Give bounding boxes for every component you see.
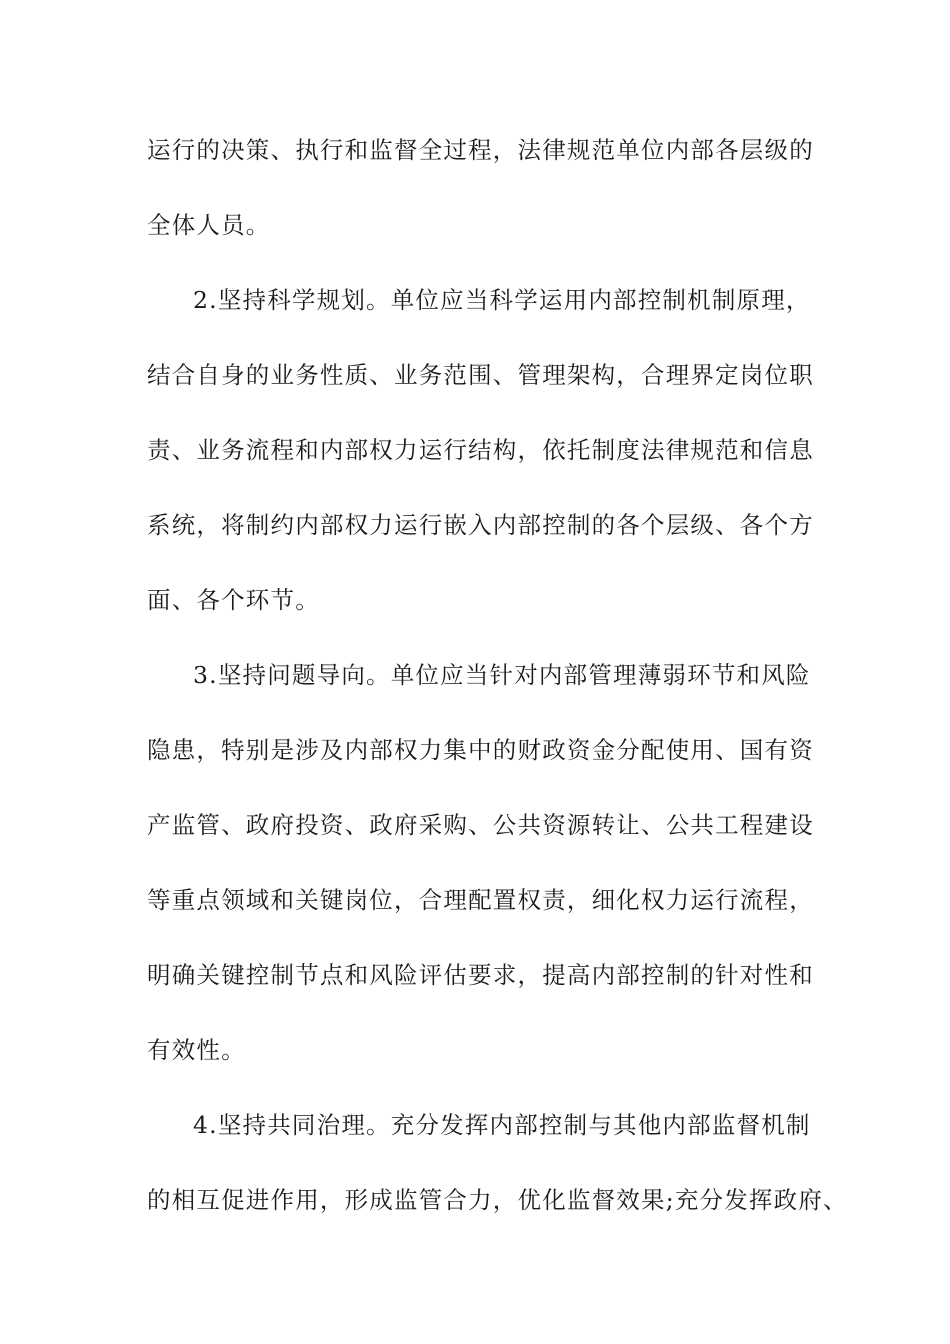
paragraph-line: 运行的决策、执行和监督全过程，法律规范单位内部各层级的	[147, 136, 814, 164]
paragraph-line: 产监管、政府投资、政府采购、公共资源转让、公共工程建设	[147, 811, 814, 839]
paragraph-line: 责、业务流程和内部权力运行结构，依托制度法律规范和信息	[147, 436, 814, 464]
paragraph-line: 有效性。	[147, 1036, 246, 1064]
paragraph-line: 系统，将制约内部权力运行嵌入内部控制的各个层级、各个方	[147, 511, 814, 539]
paragraph-line: 明确关键控制节点和风险评估要求，提高内部控制的针对性和	[147, 961, 814, 989]
paragraph-line: 面、各个环节。	[147, 586, 320, 614]
paragraph-line: 隐患，特别是涉及内部权力集中的财政资金分配使用、国有资	[147, 736, 814, 764]
paragraph-line: 2.坚持科学规划。单位应当科学运用内部控制机制原理，	[193, 286, 811, 314]
paragraph-line: 结合自身的业务性质、业务范围、管理架构，合理界定岗位职	[147, 361, 814, 389]
paragraph-line: 3.坚持问题导向。单位应当针对内部管理薄弱环节和风险	[193, 661, 811, 689]
paragraph-line: 的相互促进作用，形成监管合力，优化监督效果;充分发挥政府、	[147, 1186, 848, 1214]
paragraph-line: 全体人员。	[147, 211, 271, 239]
paragraph-line: 4.坚持共同治理。充分发挥内部控制与其他内部监督机制	[193, 1111, 811, 1139]
paragraph-line: 等重点领域和关键岗位，合理配置权责，细化权力运行流程，	[147, 886, 814, 914]
